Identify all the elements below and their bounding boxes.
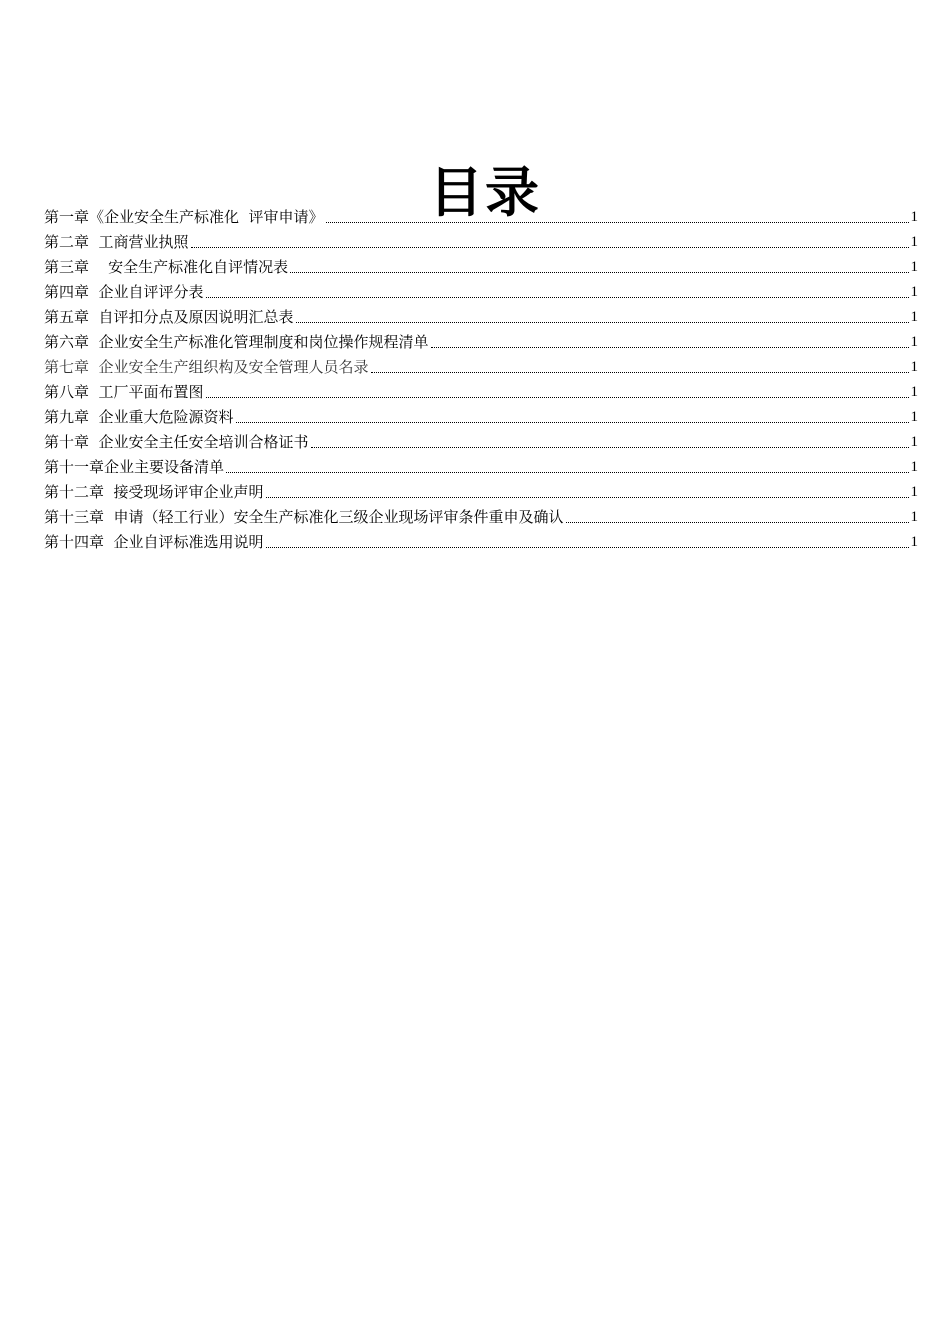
toc-entry-label: 第十二章 接受现场评审企业声明 [44,483,264,501]
toc-dot-leader [296,322,909,323]
toc-entry-label: 第十四章 企业自评标准选用说明 [44,533,264,551]
toc-entry-chapter-5[interactable] [44,302,918,327]
toc-page-number: 1 [910,484,918,500]
toc-entry-chapter-3[interactable] [44,252,918,277]
toc-dot-leader [266,497,909,498]
toc-page-number: 1 [910,359,918,375]
toc-dot-leader [326,222,909,223]
toc-page-number: 1 [910,384,918,400]
toc-dot-leader [236,422,909,423]
page-title: 目录 [429,161,541,225]
toc-entry-label: 第九章 企业重大危险源资料 [44,408,234,426]
toc-dot-leader [290,272,908,273]
toc-entry-chapter-7[interactable] [44,352,918,377]
toc-page-number: 1 [910,434,918,450]
toc-entry-chapter-10[interactable] [44,427,918,452]
toc-entry-chapter-11[interactable] [44,452,918,477]
toc-page-number: 1 [910,409,918,425]
toc-entry-chapter-14[interactable] [44,527,918,552]
toc-entry-label: 第十一章企业主要设备清单 [44,458,225,476]
toc-entry-label: 第八章 工厂平面布置图 [44,383,204,401]
toc-dot-leader [311,447,909,448]
toc-entry-chapter-9[interactable] [44,402,918,427]
toc-page-number: 1 [910,534,918,550]
toc-entry-label: 第三章 安全生产标准化自评情况表 [44,258,289,276]
toc-entry-chapter-13[interactable] [44,502,918,527]
toc-entry-chapter-8[interactable] [44,377,918,402]
toc-entry-label: 第二章 工商营业执照 [44,233,189,251]
toc-dot-leader [371,372,909,373]
toc-entry-label: 第五章 自评扣分点及原因说明汇总表 [44,308,294,326]
toc-entry-chapter-4[interactable] [44,277,918,302]
toc-entry-label: 第七章 企业安全生产组织构及安全管理人员名录 [44,358,369,376]
toc-entry-chapter-2[interactable] [44,227,918,252]
toc-entry-chapter-12[interactable] [44,477,918,502]
toc-dot-leader [206,297,909,298]
toc-page-number: 1 [910,284,918,300]
toc-entry-label: 第十三章 申请（轻工行业）安全生产标准化三级企业现场评审条件重申及确认 [44,508,564,526]
toc-dot-leader [566,522,909,523]
toc-page-number: 1 [910,334,918,350]
toc-dot-leader [206,397,909,398]
toc-dot-leader [191,247,909,248]
toc-page-number: 1 [910,459,918,475]
toc-entry-label: 第一章《企业安全生产标准化 评审申请》 [44,208,324,226]
toc-dot-leader [226,472,908,473]
toc-entry-chapter-1[interactable] [44,202,918,227]
table-of-contents [44,202,918,552]
toc-page-number: 1 [910,259,918,275]
toc-entry-label: 第四章 企业自评评分表 [44,283,204,301]
toc-page-number: 1 [910,309,918,325]
toc-entry-label: 第六章 企业安全生产标准化管理制度和岗位操作规程清单 [44,333,429,351]
toc-entry-chapter-6[interactable] [44,327,918,352]
toc-page-number: 1 [910,234,918,250]
toc-entry-label: 第十章 企业安全主任安全培训合格证书 [44,433,309,451]
toc-page-number: 1 [910,509,918,525]
toc-page-number: 1 [910,209,918,225]
toc-dot-leader [431,347,909,348]
toc-dot-leader [266,547,909,548]
